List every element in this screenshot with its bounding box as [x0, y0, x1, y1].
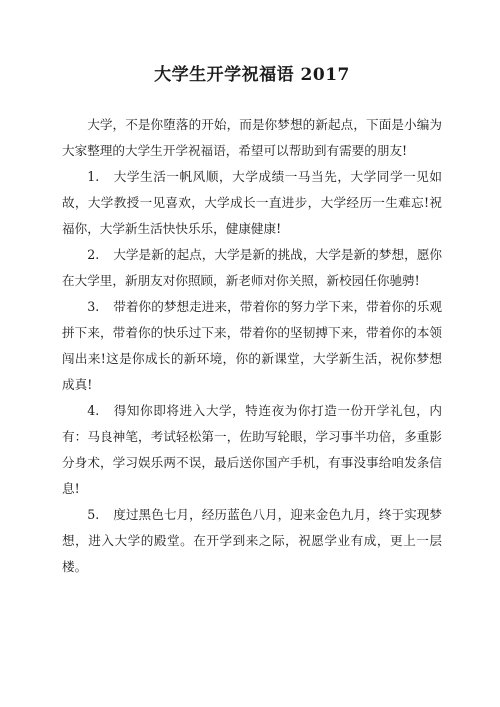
wish-item-text: 大学生活一帆风顺，大学成绩一马当先，大学同学一见如故，大学教授一见喜欢，大学成长一直进步，大学经历一生难忘!祝福你，大学新生活快快乐乐，健康健康! — [62, 169, 442, 236]
document-title: 大学生开学祝福语 2017 — [154, 65, 350, 85]
wish-item-3 — [62, 294, 442, 398]
wish-item-5 — [62, 502, 442, 580]
wish-item-number: 2. — [87, 247, 100, 262]
wish-item-number: 3. — [87, 299, 100, 314]
wish-item-4 — [62, 398, 442, 502]
wish-item-text: 带着你的梦想走进来，带着你的努力学下来，带着你的乐观拼下来，带着你的快乐过下来，带着你的坚韧搏下来，带着你的本领闯出来!这是你成长的新环境，你的新课堂，大学新生活，祝你梦想成真! — [62, 299, 442, 392]
wish-item-text: 大学是新的起点，大学是新的挑战，大学是新的梦想，愿你在大学里，新朋友对你照顾，新老师对你关照，新校园任你驰骋! — [62, 247, 442, 288]
wish-item-text: 度过黑色七月，经历蓝色八月，迎来金色九月，终于实现梦想，进入大学的殿堂。在开学到来之际，祝愿学业有成，更上一层楼。 — [62, 507, 442, 574]
wish-item-number: 4. — [87, 403, 100, 418]
wish-item-number: 1. — [87, 169, 100, 184]
wish-item-number: 5. — [87, 507, 100, 522]
wish-item-text: 得知你即将进入大学，特连夜为你打造一份开学礼包，内有：马良神笔，考试轻松第一，佐助写轮眼，学习事半功倍，多重影分身术，学习娱乐两不误，最后送你国产手机，有事没事给咱发条信息! — [62, 403, 442, 496]
wish-item-2 — [62, 242, 442, 294]
wish-item-1 — [62, 164, 442, 242]
intro-paragraph: 大学，不是你堕落的开始，而是你梦想的新起点，下面是小编为大家整理的大学生开学祝福语，希望可以帮助到有需要的朋友! — [62, 117, 442, 158]
document-body — [62, 112, 442, 580]
